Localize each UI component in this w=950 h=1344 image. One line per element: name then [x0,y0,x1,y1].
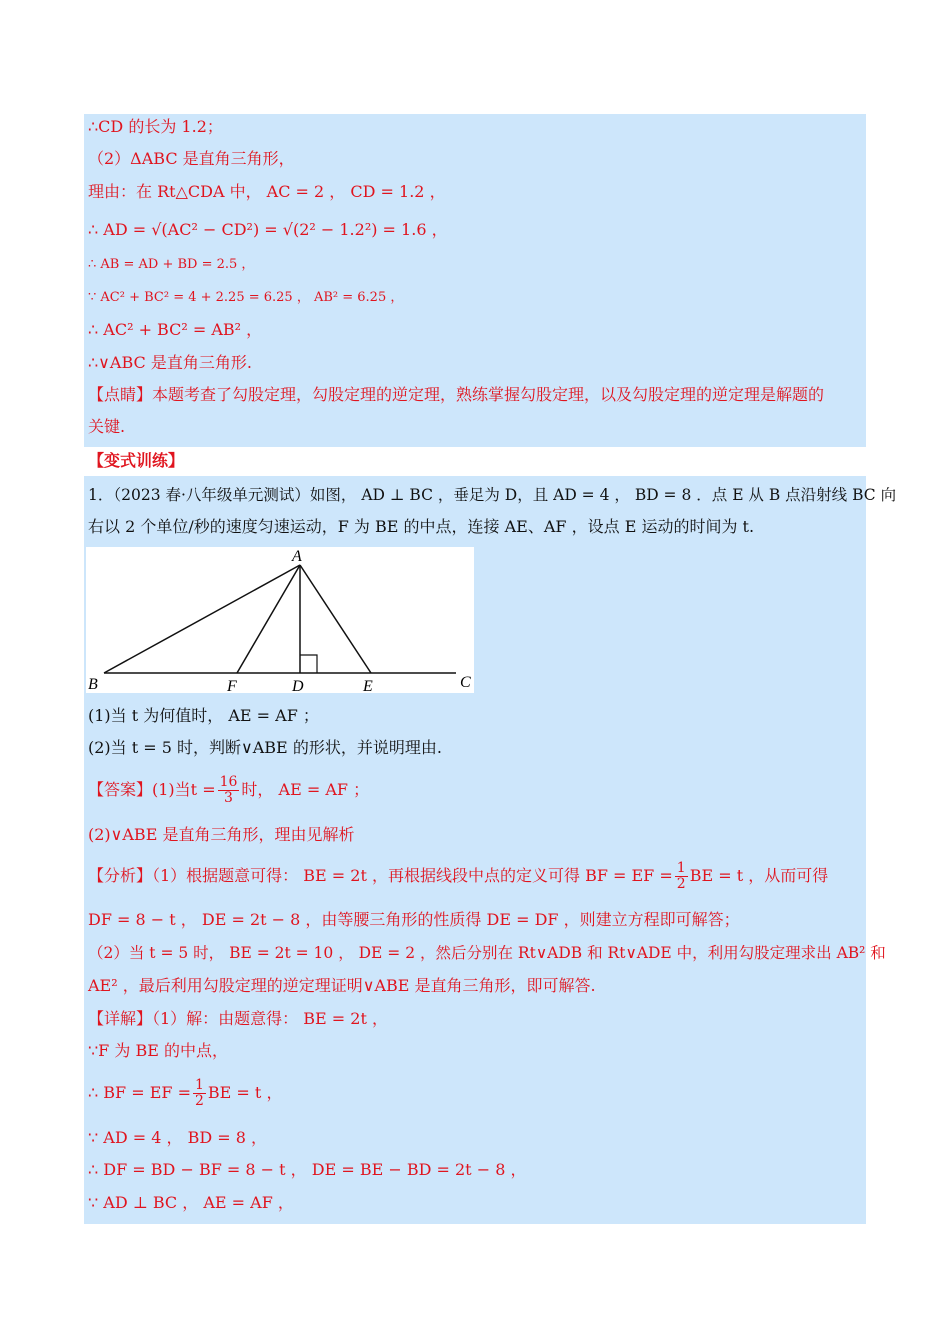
detail-numerator: 1 [194,1077,204,1093]
detail-suffix: BE = t ， [207,1083,283,1102]
detail-line-1: 【详解】（1）解：由题意得： BE = 2t ， [88,1009,388,1028]
geometry-figure [86,547,474,693]
right-angle-mark [300,655,317,673]
answer-t: t = [190,780,216,799]
analysis-line-3: （2）当 t = 5 时， BE = 2t = 10 ， DE = 2 ，然后分别在 Rt∨ADB 和 Rt∨ADE 中，利用勾股定理求出 AB² 和 [88,944,886,962]
section-title: 【变式训练】 [88,451,185,470]
analysis-line-1 [88,858,828,894]
solution-line-8: ∴∨ABC 是直角三角形. [88,353,252,372]
solution-line-2: （2）ΔABC 是直角三角形， [88,149,295,168]
answer-prefix: 【答案】(1)当 [88,780,191,799]
line-ab [104,565,300,673]
problem-line-2: 右以 2 个单位/秒的速度匀速运动，F 为 BE 的中点，连接 AE、AF ，设点 E 运动的时间为 t. [88,517,755,536]
label-e: E [363,678,373,693]
answer-suffix: 时， AE = AF ； [241,780,370,799]
analysis-numerator: 1 [676,860,686,876]
detail-line-5: ∴ DF = BD − BF = 8 − t ， DE = BE − BD = 2t − 8 ， [88,1160,527,1179]
detail-denominator: 2 [194,1093,204,1109]
solution-line-7: ∴ AC² + BC² = AB² ， [88,320,263,339]
answer-fraction [218,775,240,806]
analysis-denominator: 2 [676,876,686,892]
analysis-suffix: BE = t ，从而可得 [689,866,829,885]
figure-svg [86,547,474,693]
analysis-line-4: AE² ，最后利用勾股定理的逆定理证明∨ABE 是直角三角形，即可解答. [88,976,596,995]
detail-line-2: ∵F 为 BE 的中点， [88,1041,228,1060]
detail-line-6: ∵ AD ⊥ BC ， AE = AF ， [88,1193,294,1212]
detail-line-3 [88,1075,282,1111]
answer-numerator: 16 [219,774,238,790]
label-d: D [292,678,304,693]
question-1: (1)当 t 为何值时， AE = AF ； [88,706,319,725]
label-f: F [227,678,237,693]
label-a: A [292,548,302,565]
detail-prefix: ∴ BF = EF = [88,1083,191,1102]
answer-line-1 [88,772,369,808]
question-2: (2)当 t = 5 时，判断∨ABE 的形状，并说明理由. [88,738,442,757]
variant-training-header-block [84,447,866,475]
detail-line-4: ∵ AD = 4 ， BD = 8 ， [88,1128,268,1147]
remark-line-2: 关键. [88,417,126,436]
solution-line-1: ∴CD 的长为 1.2； [88,117,223,136]
analysis-prefix: 【分析】（1）根据题意可得： BE = 2t ，再根据线段中点的定义可得 BF = EF = [88,866,673,885]
answer-line-2: (2)∨ABE 是直角三角形，理由见解析 [88,825,355,844]
answer-denominator: 3 [224,790,233,806]
analysis-line-2: DF = 8 − t ， DE = 2t − 8 ，由等腰三角形的性质得 DE = DF ，则建立方程即可解答； [88,910,740,929]
analysis-fraction [675,861,688,892]
detail-fraction [193,1078,206,1109]
solution-line-3: 理由：在 Rt△CDA 中， AC = 2 ， CD = 1.2 ， [88,182,446,201]
line-ae [300,565,371,673]
problem-line-1: 1．（2023 春·八年级单元测试）如图， AD ⊥ BC ，垂足为 D，且 AD = 4 ， BD = 8 ．点 E 从 B 点沿射线 BC 向 [88,486,897,504]
label-c: C [460,674,471,691]
solution-line-5: ∴ AB = AD + BD = 2.5 ， [88,257,255,272]
solution-line-4: ∴ AD = √(AC² − CD²) = √(2² − 1.2²) = 1.6 ， [88,220,448,239]
label-b: B [88,676,98,693]
solution-line-6: ∵ AC² + BC² = 4 + 2.25 = 6.25 ， AB² = 6.25 ， [88,290,404,305]
line-af [237,565,300,673]
remark-line-1: 【点睛】本题考查了勾股定理，勾股定理的逆定理，熟练掌握勾股定理，以及勾股定理的逆定理是解题的 [88,385,825,404]
